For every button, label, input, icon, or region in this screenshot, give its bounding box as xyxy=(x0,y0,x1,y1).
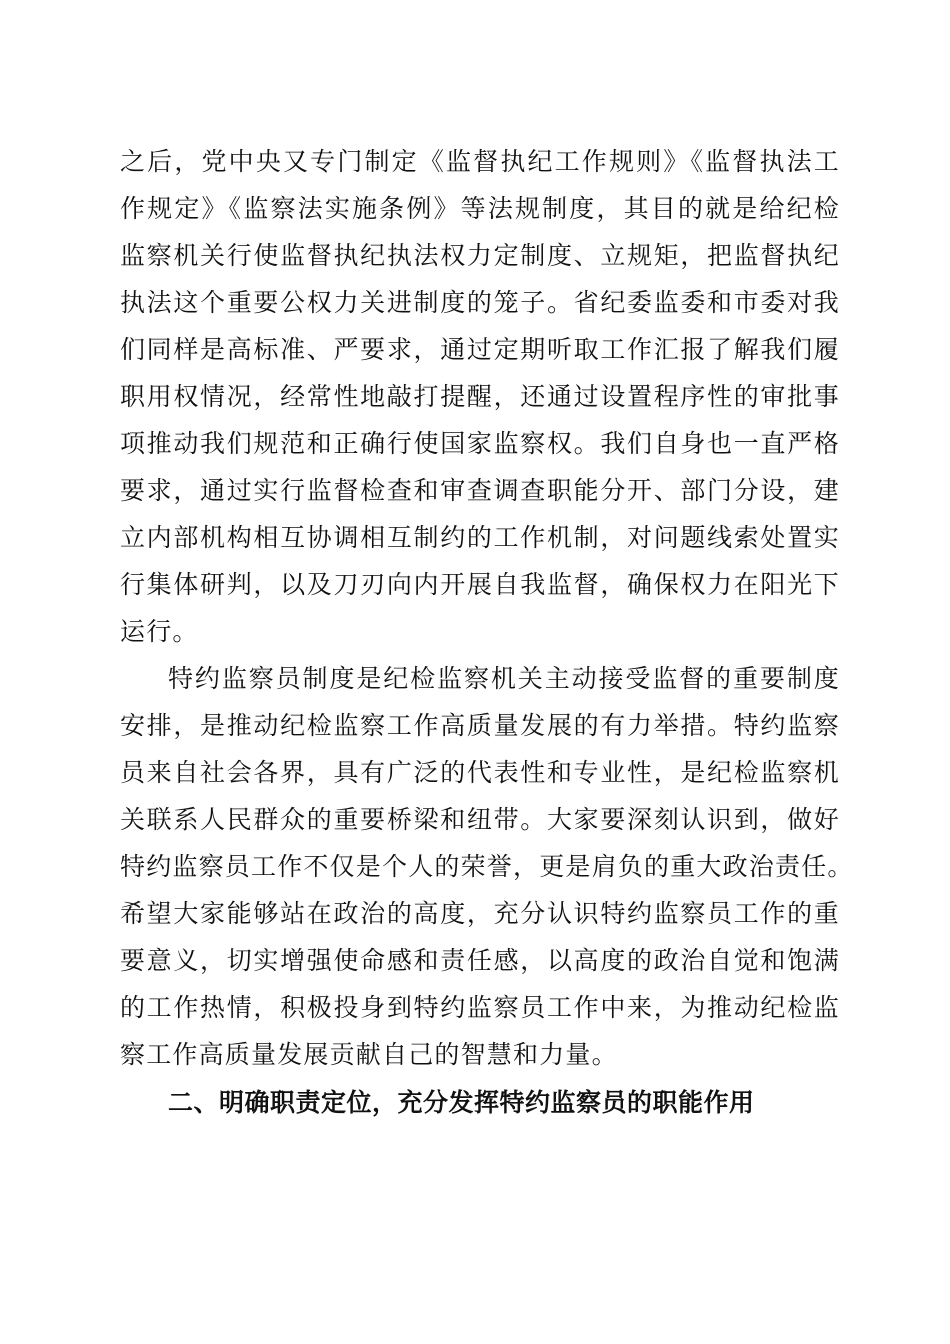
paragraph-line: 要求，通过实行监督检查和审查调查职能分开、部门分设，建 xyxy=(120,476,840,505)
paragraph-line: 希望大家能够站在政治的高度，充分认识特约监察员工作的重 xyxy=(120,899,840,928)
paragraph-line: 要意义，切实增强使命感和责任感，以高度的政治自觉和饱满 xyxy=(120,946,840,975)
section-heading: 二、明确职责定位，充分发挥特约监察员的职能作用 xyxy=(168,1088,755,1117)
paragraph-line: 职用权情况，经常性地敲打提醒，还通过设置程序性的审批事 xyxy=(120,382,840,411)
paragraph-line: 特约监察员工作不仅是个人的荣誉，更是肩负的重大政治责任。 xyxy=(120,852,854,881)
paragraph-line: 特约监察员制度是纪检监察机关主动接受监督的重要制度 xyxy=(168,664,840,693)
paragraph-line: 项推动我们规范和正确行使国家监察权。我们自身也一直严格 xyxy=(120,429,840,458)
paragraph-line: 执法这个重要公权力关进制度的笼子。省纪委监委和市委对我 xyxy=(120,288,840,317)
paragraph-line: 安排，是推动纪检监察工作高质量发展的有力举措。特约监察 xyxy=(120,711,840,740)
paragraph-line: 行集体研判，以及刀刃向内开展自我监督，确保权力在阳光下 xyxy=(120,570,840,599)
paragraph-line: 的工作热情，积极投身到特约监察员工作中来，为推动纪检监 xyxy=(120,993,840,1022)
paragraph-line: 察工作高质量发展贡献自己的智慧和力量。 xyxy=(120,1040,618,1069)
paragraph-line: 们同样是高标准、严要求，通过定期听取工作汇报了解我们履 xyxy=(120,335,840,364)
paragraph-line: 作规定》《监察法实施条例》等法规制度，其目的就是给纪检 xyxy=(120,194,840,223)
paragraph-line: 立内部机构相互协调相互制约的工作机制，对问题线索处置实 xyxy=(120,523,840,552)
paragraph-line: 运行。 xyxy=(120,617,199,646)
paragraph-line: 之后，党中央又专门制定《监督执纪工作规则》《监督执法工 xyxy=(120,147,840,176)
paragraph-line: 关联系人民群众的重要桥梁和纽带。大家要深刻认识到，做好 xyxy=(120,805,840,834)
paragraph-line: 监察机关行使监督执纪执法权力定制度、立规矩，把监督执纪 xyxy=(120,241,840,270)
paragraph-line: 员来自社会各界，具有广泛的代表性和专业性，是纪检监察机 xyxy=(120,758,840,787)
